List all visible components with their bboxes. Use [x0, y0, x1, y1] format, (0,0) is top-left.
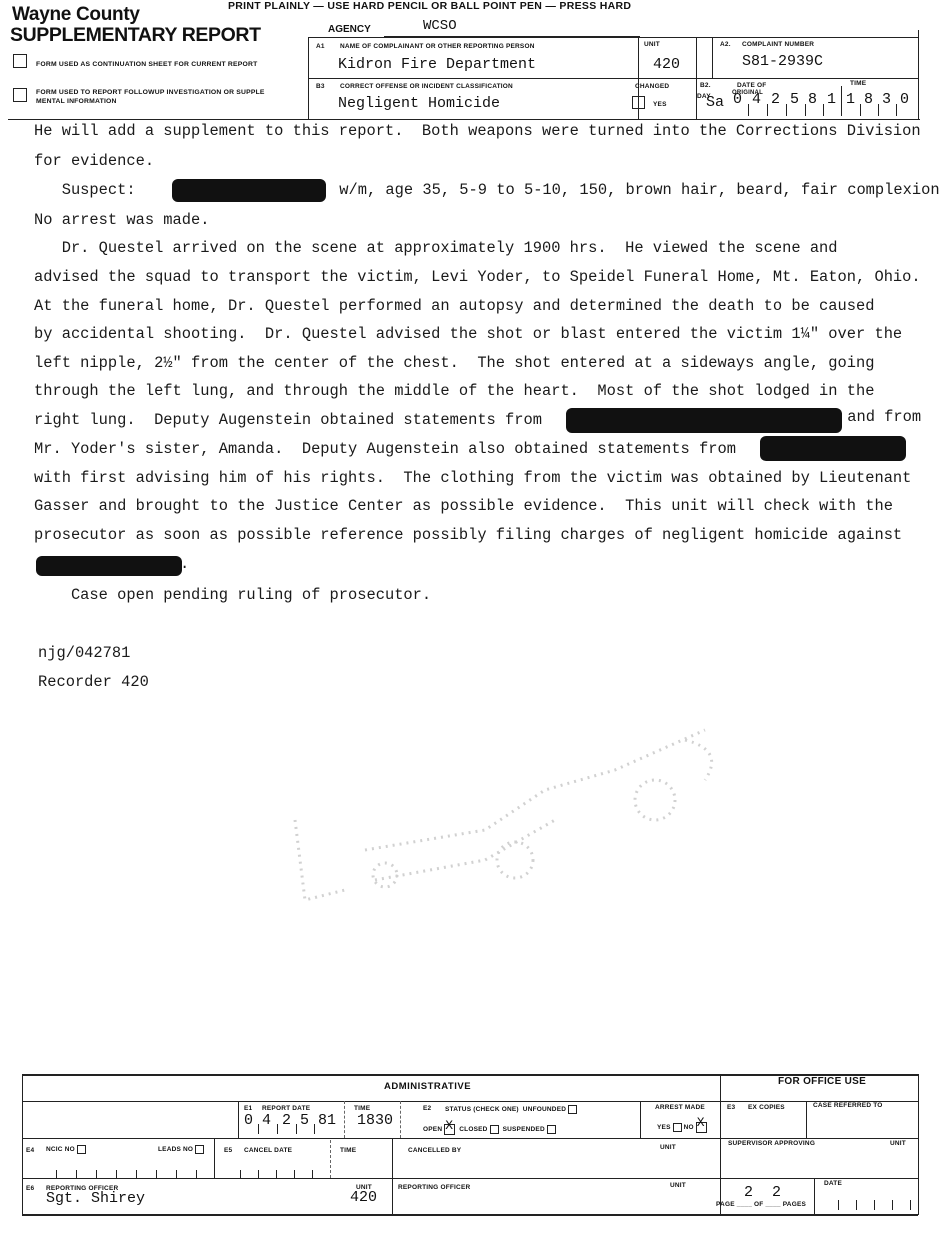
open-label: OPEN [423, 1126, 443, 1134]
reporting-officer-label: REPORTING OFFICER [46, 1185, 119, 1192]
narrative-line: Case open pending ruling of prosecutor. [34, 586, 432, 604]
complaint-number-label: COMPLAINT NUMBER [742, 41, 815, 48]
pages-label: PAGES [782, 1201, 807, 1208]
open-checkbox[interactable] [444, 1118, 455, 1135]
report-date-digit: 81 [318, 1112, 337, 1129]
copies-label: EX COPIES [748, 1104, 785, 1111]
changed-yes-label: YES [653, 101, 667, 108]
report-date-digit: 5 [300, 1112, 310, 1129]
narrative-line: and from [838, 408, 922, 426]
b2-code: B2. [700, 82, 711, 89]
print-instructions: PRINT PLAINLY — USE HARD PENCIL OR BALL POINT PEN — PRESS HARD [228, 0, 632, 12]
reporting-unit-label: UNIT [356, 1184, 372, 1191]
offense-field[interactable]: Negligent Homicide [338, 95, 501, 112]
date-label: DATE [824, 1180, 843, 1187]
day-label: DAY [697, 93, 711, 100]
county-title: Wayne County [12, 4, 140, 25]
time-digit: 0 [900, 91, 910, 108]
narrative-line: by accidental shooting. Dr. Questel advised the shot or blast entered the victim 1¼" over the [34, 325, 903, 343]
unfounded-checkbox[interactable] [568, 1105, 577, 1114]
followup-checkbox[interactable] [13, 88, 27, 102]
redaction-bar [36, 556, 182, 576]
narrative-line: for evidence. [34, 152, 155, 170]
page-labels: PAGE ____ OF ____ PAGES [716, 1201, 807, 1208]
leads-checkbox[interactable] [195, 1145, 204, 1154]
day-field[interactable]: Sa [706, 94, 725, 111]
open-check-mark: X [445, 1118, 454, 1133]
offense-label: CORRECT OFFENSE OR INCIDENT CLASSIFICATION [340, 83, 513, 90]
report-date-digit: 4 [262, 1112, 272, 1129]
of-label: OF [754, 1201, 764, 1208]
time-digit: 1 [846, 91, 856, 108]
reporting-officer2-unit-label: UNIT [670, 1182, 686, 1189]
leads-no-label: LEADS NO [158, 1146, 194, 1154]
leads-label [158, 1145, 204, 1154]
cancelled-by-unit-label: UNIT [660, 1144, 676, 1151]
page-total: 2 [772, 1184, 782, 1201]
followup-option-label-2: MENTAL INFORMATION [36, 98, 117, 105]
narrative-line: . [180, 555, 190, 573]
e6-code: E6 [26, 1185, 35, 1192]
narrative-line: Dr. Questel arrived on the scene at approximately 1900 hrs. He viewed the scene and [34, 239, 838, 257]
case-referred-label: CASE REFERRED TO [813, 1102, 883, 1109]
reporting-officer2-label: REPORTING OFFICER [398, 1184, 471, 1191]
narrative-line: At the funeral home, Dr. Questel performed an autopsy and determined the death to be caused [34, 297, 875, 315]
e1-code: E1 [244, 1105, 253, 1112]
report-date-digit: 2 [282, 1112, 292, 1129]
complainant-label: NAME OF COMPLAINANT OR OTHER REPORTING PERSON [340, 43, 535, 50]
reporting-unit-field[interactable]: 420 [350, 1189, 378, 1206]
report-time-label: TIME [354, 1105, 371, 1112]
arrest-made-label: ARREST MADE [655, 1104, 705, 1111]
b3-code: B3 [316, 83, 325, 90]
original-label: ORIGINAL [732, 90, 763, 96]
narrative-line: through the left lung, and through the middle of the heart. Most of the shot lodged in the [34, 382, 875, 400]
narrative-line: njg/042781 [38, 644, 131, 662]
narrative-line: w/m, age 35, 5-9 to 5-10, 150, brown hair, beard, fair complexion [330, 181, 940, 199]
arrest-no-label: NO [683, 1124, 694, 1132]
unit-label: UNIT [644, 41, 660, 48]
agency-value[interactable]: WCSO [423, 18, 457, 34]
time-label: TIME [850, 80, 867, 87]
supervisor-unit-label: UNIT [890, 1140, 906, 1147]
header-bottom-rule [8, 119, 920, 120]
narrative-line: He will add a supplement to this report. Both weapons were turned into the Corrections Division [34, 122, 921, 140]
administrative-heading: ADMINISTRATIVE [384, 1081, 472, 1092]
e2-code: E2 [423, 1105, 432, 1112]
narrative-line: Recorder 420 [38, 673, 149, 691]
redaction-bar [760, 436, 906, 461]
date-digit: 1 [827, 91, 837, 108]
date-digit: 5 [790, 91, 800, 108]
unfounded-label: UNFOUNDED [522, 1106, 567, 1114]
arrest-yes-checkbox[interactable] [673, 1123, 682, 1132]
complaint-number-field[interactable]: S81-2939C [742, 53, 824, 70]
unit-field[interactable]: 420 [653, 56, 681, 73]
date-digit: 8 [808, 91, 818, 108]
time-digit: 8 [864, 91, 874, 108]
status-check-one-label: STATUS (CHECK ONE) [445, 1106, 519, 1114]
changed-yes-checkbox[interactable] [632, 96, 645, 109]
narrative-line: prosecutor as soon as possible reference possibly filing charges of negligent homicide against [34, 526, 903, 544]
continuation-option-label: FORM USED AS CONTINUATION SHEET FOR CURRENT REPORT [36, 61, 258, 68]
cancel-time-label: TIME [340, 1147, 357, 1154]
narrative-line: left nipple, 2½" from the center of the chest. The shot entered at a sideways angle, going [34, 354, 875, 372]
date-of-label: DATE OF [737, 82, 767, 89]
narrative-line: Mr. Yoder's sister, Amanda. Deputy Augenstein also obtained statements from [34, 440, 746, 458]
page-label: PAGE [716, 1201, 735, 1208]
ncic-label [46, 1145, 86, 1154]
supervisor-label: SUPERVISOR APPROVING [728, 1140, 816, 1147]
e3-code: E3 [727, 1104, 736, 1111]
reporting-officer-field[interactable]: Sgt. Shirey [46, 1190, 146, 1207]
faded-stamp-mark [285, 710, 735, 910]
e5-code: E5 [224, 1147, 233, 1154]
a1-code: A1 [316, 43, 325, 50]
suspended-checkbox[interactable] [547, 1125, 556, 1134]
cancelled-by-label: CANCELLED BY [408, 1147, 462, 1154]
date-digit: 0 [733, 91, 743, 108]
status-options [423, 1118, 556, 1135]
report-time-field[interactable]: 1830 [357, 1112, 394, 1129]
narrative-line: Suspect: [34, 181, 145, 199]
ncic-checkbox[interactable] [77, 1145, 86, 1154]
arrest-no-check-mark: X [696, 1115, 705, 1130]
arrest-no-checkbox[interactable] [696, 1115, 707, 1133]
narrative-line: No arrest was made. [34, 211, 210, 229]
suspended-label: SUSPENDED [502, 1126, 545, 1134]
closed-label: CLOSED [459, 1126, 488, 1134]
cancel-date-label: CANCEL DATE [244, 1147, 293, 1154]
closed-checkbox[interactable] [490, 1125, 499, 1134]
changed-label: CHANGED [635, 83, 670, 90]
arrest-yes-label: YES [657, 1124, 671, 1132]
report-date-label: REPORT DATE [262, 1105, 311, 1112]
redaction-bar [172, 179, 326, 202]
status-label [445, 1105, 577, 1114]
arrest-options [657, 1115, 707, 1133]
followup-option-label-1: FORM USED TO REPORT FOLLOWUP INVESTIGATION OR SUPPLE [36, 89, 265, 96]
date-digit: 4 [752, 91, 762, 108]
narrative-line: with first advising him of his rights. The clothing from the victim was obtained by Lieutenant [34, 469, 912, 487]
narrative-line: Gasser and brought to the Justice Center as possible evidence. This unit will check with the [34, 497, 893, 515]
e4-code: E4 [26, 1147, 35, 1154]
narrative-line: right lung. Deputy Augenstein obtained statements from [34, 411, 552, 429]
report-date-digit: 0 [244, 1112, 254, 1129]
complainant-field[interactable]: Kidron Fire Department [338, 56, 537, 73]
time-digit: 3 [882, 91, 892, 108]
continuation-checkbox[interactable] [13, 54, 27, 68]
redaction-bar [566, 408, 842, 433]
page-number: 2 [744, 1184, 754, 1201]
office-use-heading: FOR OFFICE USE [778, 1076, 867, 1087]
a2-code: A2. [720, 41, 731, 48]
agency-label: AGENCY [328, 24, 371, 35]
date-digit: 2 [771, 91, 781, 108]
report-title: SUPPLEMENTARY REPORT [10, 24, 261, 46]
ncic-no-label: NCIC NO [46, 1146, 75, 1154]
narrative-line: advised the squad to transport the victim, Levi Yoder, to Speidel Funeral Home, Mt. Eaton, Ohio. [34, 268, 921, 286]
